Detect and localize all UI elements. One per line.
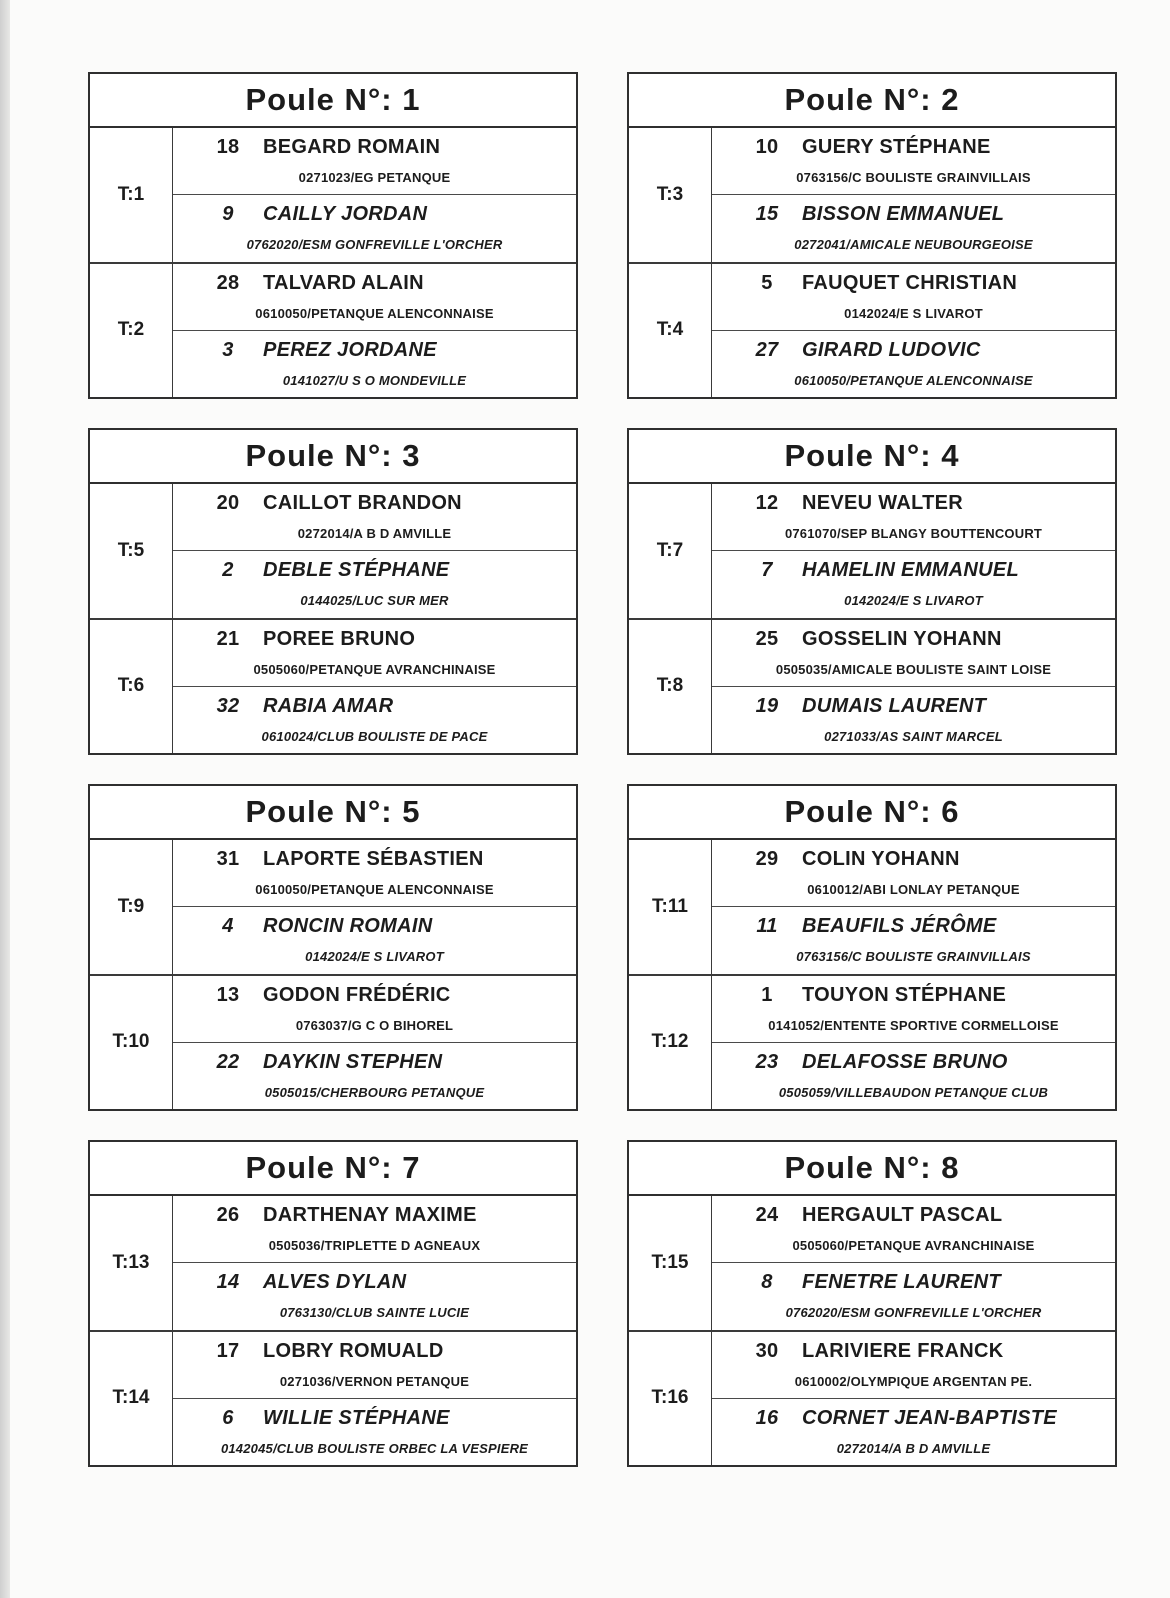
player-club: 0505059/VILLEBAUDON PETANQUE CLUB: [778, 1084, 1049, 1100]
player-number: 14: [216, 1271, 240, 1294]
terrain-row: [90, 974, 576, 1110]
pool-title: Poule N°: 7: [90, 1142, 576, 1196]
player-number: 17: [216, 1339, 240, 1362]
player-line: [718, 1051, 1109, 1074]
terrain-row: [629, 262, 1115, 398]
player-club: 0610050/PETANQUE ALENCONNAISE: [794, 372, 1033, 388]
player-number: 24: [755, 1204, 779, 1226]
player-name: GIRARD LUDOVIC: [802, 338, 981, 361]
pool-title: Poule N°: 8: [629, 1142, 1115, 1196]
player-line: [718, 559, 1109, 582]
terrain-label: T:6: [90, 620, 173, 754]
player-name: PEREZ JORDANE: [263, 338, 437, 361]
player-club: 0763156/C BOULISTE GRAINVILLAIS: [796, 170, 1031, 185]
player-line: [179, 1204, 570, 1227]
player-line: [179, 1340, 570, 1363]
player-name: TALVARD ALAIN: [263, 271, 424, 294]
player-entry: [712, 1332, 1115, 1398]
player-number: 22: [216, 1050, 240, 1073]
player-line: [179, 339, 570, 362]
terrain-row: [90, 840, 576, 974]
player-name: LAPORTE SÉBASTIEN: [263, 848, 484, 870]
players-area: [173, 264, 576, 398]
terrain-label: T:7: [629, 484, 712, 618]
pool-title: Poule N°: 5: [90, 786, 576, 840]
player-club: 0271023/EG PETANQUE: [298, 170, 451, 185]
pool-table: [627, 428, 1117, 755]
players-area: [173, 1332, 576, 1466]
pool-body: [629, 128, 1115, 397]
terrain-row: [90, 484, 576, 618]
players-area: [712, 128, 1115, 262]
player-club: 0610050/PETANQUE ALENCONNAISE: [255, 882, 494, 897]
pool-table: [88, 72, 578, 399]
player-number: 7: [761, 559, 773, 582]
player-club: 0144025/LUC SUR MER: [300, 593, 449, 609]
pool-table: [88, 1140, 578, 1467]
player-number: 15: [755, 203, 779, 226]
player-entry: [712, 264, 1115, 330]
player-entry: [173, 840, 576, 906]
terrain-row: [90, 262, 576, 398]
pool-table: [627, 1140, 1117, 1467]
players-area: [712, 1332, 1115, 1466]
player-club: 0763037/G C O BIHOREL: [295, 1017, 454, 1033]
player-name: COLIN YOHANN: [802, 848, 960, 870]
terrain-row: [629, 618, 1115, 754]
player-number: 26: [216, 1204, 240, 1226]
pool-table: [88, 784, 578, 1111]
player-club: 0142024/E S LIVAROT: [844, 305, 983, 321]
player-club: 0505036/TRIPLETTE D AGNEAUX: [268, 1238, 481, 1253]
player-entry: [712, 550, 1115, 617]
terrain-label: T:10: [90, 976, 173, 1110]
player-name: BEGARD ROMAIN: [263, 136, 441, 158]
player-entry: [712, 840, 1115, 906]
player-club: 0610012/ABI LONLAY PETANQUE: [807, 882, 1020, 897]
players-area: [712, 264, 1115, 398]
player-club: 0272014/A B D AMVILLE: [836, 1440, 991, 1456]
players-area: [173, 620, 576, 754]
player-name: ALVES DYLAN: [263, 1271, 407, 1294]
terrain-label: T:14: [90, 1332, 173, 1466]
scan-edge-strip: [0, 0, 10, 1598]
player-club: 0610024/CLUB BOULISTE DE PACE: [261, 728, 488, 744]
player-name: DAYKIN STEPHEN: [263, 1050, 443, 1073]
players-area: [173, 1196, 576, 1330]
player-number: 5: [761, 271, 773, 294]
player-club: 0761070/SEP BLANGY BOUTTENCOURT: [784, 526, 1043, 541]
terrain-row: [629, 484, 1115, 618]
player-line: [718, 1407, 1109, 1430]
player-club: 0141052/ENTENTE SPORTIVE CORMELLOISE: [768, 1017, 1059, 1033]
player-line: [718, 203, 1109, 226]
player-line: [179, 848, 570, 871]
player-line: [718, 1271, 1109, 1294]
player-entry: [173, 484, 576, 550]
player-entry: [173, 976, 576, 1042]
player-line: [179, 695, 570, 718]
player-number: 28: [216, 271, 240, 294]
player-club: 0142045/CLUB BOULISTE ORBEC LA VESPIERE: [220, 1440, 529, 1456]
player-number: 3: [222, 338, 234, 361]
player-name: GOSSELIN YOHANN: [802, 627, 1002, 650]
player-number: 30: [755, 1339, 779, 1362]
player-line: [718, 695, 1109, 718]
player-number: 1: [761, 983, 773, 1006]
player-entry: [712, 1398, 1115, 1465]
player-club: 0141027/U S O MONDEVILLE: [282, 372, 467, 388]
player-number: 11: [756, 915, 778, 938]
player-number: 27: [755, 338, 779, 361]
terrain-label: T:8: [629, 620, 712, 754]
player-club: 0142024/E S LIVAROT: [844, 593, 983, 609]
player-club: 0610050/PETANQUE ALENCONNAISE: [255, 305, 494, 321]
player-name: FENETRE LAURENT: [802, 1271, 1001, 1294]
terrain-label: T:11: [629, 840, 712, 974]
pool-table: [88, 428, 578, 755]
player-number: 6: [222, 1406, 234, 1429]
player-number: 18: [216, 136, 240, 158]
player-number: 31: [216, 848, 240, 870]
player-name: BEAUFILS JÉRÔME: [802, 915, 997, 938]
player-number: 20: [216, 492, 240, 514]
player-club: 0272041/AMICALE NEUBOURGEOISE: [794, 237, 1033, 253]
player-number: 12: [755, 492, 779, 514]
player-line: [718, 628, 1109, 651]
player-entry: [173, 1398, 576, 1465]
player-name: DUMAIS LAURENT: [802, 694, 987, 717]
player-number: 19: [755, 694, 779, 717]
player-number: 32: [216, 694, 240, 717]
pool-title: Poule N°: 4: [629, 430, 1115, 484]
player-club: 0271033/AS SAINT MARCEL: [824, 728, 1003, 744]
terrain-label: T:9: [90, 840, 173, 974]
player-number: 2: [222, 559, 234, 582]
player-name: CORNET JEAN-BAPTISTE: [802, 1406, 1057, 1429]
player-line: [718, 492, 1109, 515]
player-entry: [712, 484, 1115, 550]
player-name: HERGAULT PASCAL: [802, 1204, 1003, 1226]
player-entry: [712, 1196, 1115, 1262]
pool-body: [629, 1196, 1115, 1465]
player-line: [718, 984, 1109, 1007]
player-line: [179, 1051, 570, 1074]
player-name: CAILLOT BRANDON: [263, 492, 462, 514]
pool-table: [627, 72, 1117, 399]
player-name: RABIA AMAR: [263, 694, 394, 717]
players-area: [712, 484, 1115, 618]
player-name: GUERY STÉPHANE: [802, 136, 991, 158]
player-line: [718, 1204, 1109, 1227]
player-club: 0763156/C BOULISTE GRAINVILLAIS: [796, 949, 1031, 965]
player-entry: [712, 1262, 1115, 1329]
pool-body: [90, 484, 576, 753]
terrain-row: [90, 128, 576, 262]
terrain-row: [90, 1196, 576, 1330]
players-area: [173, 840, 576, 974]
player-line: [718, 915, 1109, 938]
pool-body: [629, 484, 1115, 753]
player-name: CAILLY JORDAN: [263, 203, 428, 226]
player-name: HAMELIN EMMANUEL: [802, 559, 1020, 582]
player-club: 0610002/OLYMPIQUE ARGENTAN PE.: [794, 1373, 1033, 1389]
player-entry: [173, 906, 576, 973]
terrain-label: T:1: [90, 128, 173, 262]
player-club: 0271036/VERNON PETANQUE: [279, 1373, 470, 1389]
pool-title: Poule N°: 6: [629, 786, 1115, 840]
player-club: 0142024/E S LIVAROT: [305, 949, 444, 965]
player-entry: [712, 194, 1115, 261]
player-club: 0505060/PETANQUE AVRANCHINAISE: [792, 1238, 1035, 1253]
players-area: [712, 1196, 1115, 1330]
player-line: [179, 915, 570, 938]
player-entry: [173, 1262, 576, 1329]
player-line: [179, 559, 570, 582]
player-number: 4: [222, 915, 234, 938]
player-number: 10: [755, 136, 779, 158]
players-area: [712, 620, 1115, 754]
terrain-row: [629, 840, 1115, 974]
pool-body: [90, 128, 576, 397]
player-entry: [173, 686, 576, 753]
player-number: 29: [755, 848, 779, 870]
terrain-label: T:5: [90, 484, 173, 618]
player-entry: [712, 686, 1115, 753]
player-name: TOUYON STÉPHANE: [802, 983, 1007, 1006]
player-name: DELAFOSSE BRUNO: [802, 1050, 1008, 1073]
pool-title: Poule N°: 3: [90, 430, 576, 484]
pool-title: Poule N°: 1: [90, 74, 576, 128]
player-name: DEBLE STÉPHANE: [263, 559, 450, 582]
player-entry: [173, 1332, 576, 1398]
pool-table: [627, 784, 1117, 1111]
player-number: 23: [755, 1050, 779, 1073]
player-number: 13: [216, 983, 240, 1006]
player-entry: [173, 1196, 576, 1262]
player-line: [718, 339, 1109, 362]
player-club: 0505060/PETANQUE AVRANCHINAISE: [253, 661, 496, 677]
players-area: [173, 976, 576, 1110]
terrain-label: T:13: [90, 1196, 173, 1330]
player-name: BISSON EMMANUEL: [802, 203, 1005, 226]
terrain-row: [629, 128, 1115, 262]
player-line: [179, 984, 570, 1007]
player-club: 0763130/CLUB SAINTE LUCIE: [279, 1305, 470, 1321]
player-entry: [712, 906, 1115, 973]
player-entry: [712, 620, 1115, 686]
player-line: [179, 628, 570, 651]
player-name: POREE BRUNO: [263, 627, 416, 650]
terrain-row: [629, 1196, 1115, 1330]
player-line: [179, 1407, 570, 1430]
pools-grid: [88, 72, 1117, 1467]
player-entry: [712, 330, 1115, 397]
player-number: 25: [755, 627, 779, 650]
player-name: GODON FRÉDÉRIC: [263, 983, 451, 1006]
player-club: 0762020/ESM GONFREVILLE L'ORCHER: [246, 237, 503, 253]
player-line: [718, 136, 1109, 159]
player-entry: [173, 194, 576, 261]
player-name: RONCIN ROMAIN: [263, 915, 433, 938]
player-club: 0505035/AMICALE BOULISTE SAINT LOISE: [775, 661, 1052, 677]
pool-title: Poule N°: 2: [629, 74, 1115, 128]
player-line: [718, 1340, 1109, 1363]
player-entry: [712, 1042, 1115, 1109]
players-area: [712, 976, 1115, 1110]
player-entry: [173, 550, 576, 617]
player-number: 21: [216, 627, 240, 650]
terrain-label: T:3: [629, 128, 712, 262]
terrain-label: T:16: [629, 1332, 712, 1466]
terrain-row: [90, 1330, 576, 1466]
player-number: 8: [761, 1271, 773, 1294]
players-area: [173, 128, 576, 262]
players-area: [712, 840, 1115, 974]
player-entry: [173, 264, 576, 330]
pool-body: [90, 1196, 576, 1465]
player-club: 0505015/CHERBOURG PETANQUE: [264, 1084, 485, 1100]
player-line: [179, 203, 570, 226]
player-entry: [173, 620, 576, 686]
terrain-label: T:4: [629, 264, 712, 398]
player-club: 0272014/A B D AMVILLE: [297, 526, 452, 541]
player-line: [179, 272, 570, 295]
player-entry: [173, 330, 576, 397]
player-line: [718, 848, 1109, 871]
player-name: DARTHENAY MAXIME: [263, 1204, 477, 1226]
player-entry: [712, 128, 1115, 194]
player-entry: [712, 976, 1115, 1042]
player-number: 16: [755, 1406, 779, 1429]
player-club: 0762020/ESM GONFREVILLE L'ORCHER: [785, 1305, 1042, 1321]
player-name: LARIVIERE FRANCK: [802, 1339, 1004, 1362]
terrain-row: [629, 974, 1115, 1110]
terrain-label: T:12: [629, 976, 712, 1110]
player-name: NEVEU WALTER: [802, 492, 964, 514]
pool-body: [629, 840, 1115, 1109]
player-entry: [173, 128, 576, 194]
terrain-label: T:15: [629, 1196, 712, 1330]
terrain-label: T:2: [90, 264, 173, 398]
player-line: [179, 492, 570, 515]
player-entry: [173, 1042, 576, 1109]
pool-body: [90, 840, 576, 1109]
terrain-row: [629, 1330, 1115, 1466]
player-line: [179, 1271, 570, 1294]
player-name: LOBRY ROMUALD: [263, 1339, 444, 1362]
player-name: WILLIE STÉPHANE: [263, 1406, 450, 1429]
player-line: [718, 272, 1109, 295]
players-area: [173, 484, 576, 618]
player-line: [179, 136, 570, 159]
player-name: FAUQUET CHRISTIAN: [802, 271, 1018, 294]
player-number: 9: [222, 203, 234, 226]
terrain-row: [90, 618, 576, 754]
